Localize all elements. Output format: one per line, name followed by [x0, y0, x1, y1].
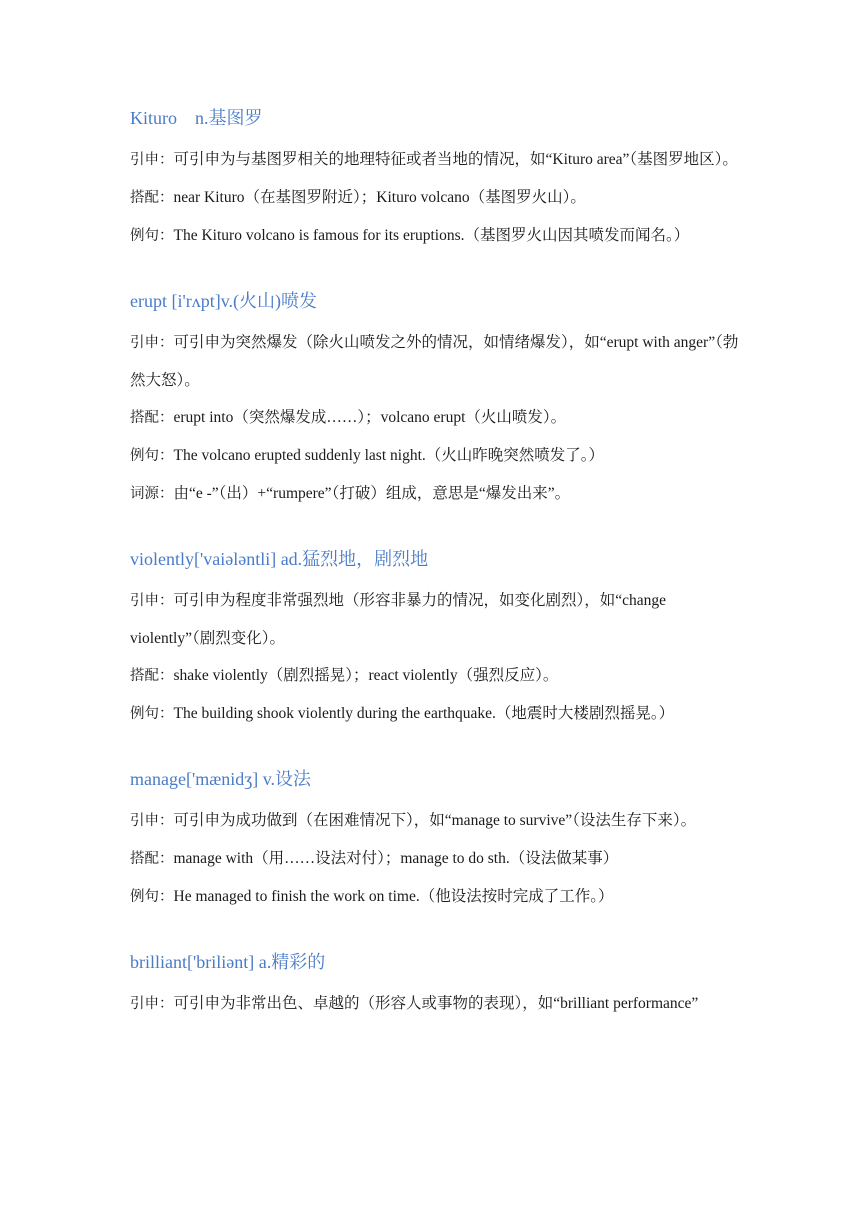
document-page [130, 104, 740, 1055]
collocation-label: 搭配： [130, 668, 174, 684]
etymology-text: 由“e -”（出）+“rumpere”（打破）组成，意思是“爆发出来”。 [173, 485, 571, 502]
extension-text: 可引申为非常出色、卓越的（形容人或事物的表现），如“brilliant performance” [173, 995, 699, 1012]
collocation-text: manage with（用……设法对付）；manage to do sth.（设法做某事） [173, 850, 619, 867]
entry-example [130, 695, 740, 733]
extension-label: 引申： [130, 335, 174, 351]
entry-extension [130, 324, 740, 399]
collocation-label: 搭配： [130, 851, 174, 867]
entry-example [130, 437, 740, 475]
etymology-label: 词源： [130, 486, 174, 502]
entry-example [130, 878, 740, 916]
entry-headword: Kituro n.基图罗 [130, 108, 263, 128]
entry-extension [130, 802, 740, 840]
vocab-entry-brilliant [130, 948, 740, 1023]
entry-headword: brilliant['briliənt] a.精彩的 [130, 952, 326, 972]
vocab-entry-kituro [130, 104, 740, 255]
entry-extension [130, 582, 740, 657]
entry-collocation [130, 840, 740, 878]
example-text: The volcano erupted suddenly last night.（火山昨晚突然喷发了。） [173, 447, 604, 464]
entry-etymology [130, 475, 740, 513]
example-label: 例句： [130, 706, 174, 722]
entry-collocation [130, 399, 740, 437]
extension-label: 引申： [130, 593, 174, 609]
collocation-text: near Kituro（在基图罗附近）；Kituro volcano（基图罗火山）。 [173, 189, 586, 206]
extension-text: 可引申为与基图罗相关的地理特征或者当地的情况，如“Kituro area”（基图罗地区）。 [173, 151, 738, 168]
vocab-entry-manage [130, 765, 740, 916]
example-label: 例句： [130, 448, 174, 464]
extension-label: 引申： [130, 813, 174, 829]
entry-extension [130, 985, 740, 1023]
entry-example [130, 217, 740, 255]
collocation-label: 搭配： [130, 190, 174, 206]
extension-text: 可引申为突然爆发（除火山喷发之外的情况，如情绪爆发），如“erupt with anger”（勃然大怒）。 [130, 334, 739, 389]
entry-headword: manage['mænidʒ] v.设法 [130, 769, 312, 789]
collocation-label: 搭配： [130, 410, 174, 426]
entry-headword: erupt [i'rʌpt]v.(火山)喷发 [130, 291, 318, 311]
example-label: 例句： [130, 889, 174, 905]
entry-collocation [130, 657, 740, 695]
entry-headword: violently['vaiələntli] ad.猛烈地，剧烈地 [130, 549, 429, 569]
extension-text: 可引申为成功做到（在困难情况下），如“manage to survive”（设法生存下来）。 [173, 812, 697, 829]
entry-collocation [130, 179, 740, 217]
extension-label: 引申： [130, 996, 174, 1012]
vocab-entry-erupt [130, 287, 740, 513]
example-text: He managed to finish the work on time.（他设法按时完成了工作。） [173, 888, 614, 905]
collocation-text: erupt into（突然爆发成……）；volcano erupt（火山喷发）。 [173, 409, 567, 426]
example-text: The Kituro volcano is famous for its eruptions.（基图罗火山因其喷发而闻名。） [173, 227, 690, 244]
collocation-text: shake violently（剧烈摇晃）；react violently（强烈反应）。 [173, 667, 559, 684]
vocab-entry-violently [130, 545, 740, 733]
extension-text: 可引申为程度非常强烈地（形容非暴力的情况，如变化剧烈），如“change violently”（剧烈变化）。 [130, 592, 667, 647]
entry-extension [130, 141, 740, 179]
extension-label: 引申： [130, 152, 174, 168]
example-text: The building shook violently during the earthquake.（地震时大楼剧烈摇晃。） [173, 705, 675, 722]
example-label: 例句： [130, 228, 174, 244]
